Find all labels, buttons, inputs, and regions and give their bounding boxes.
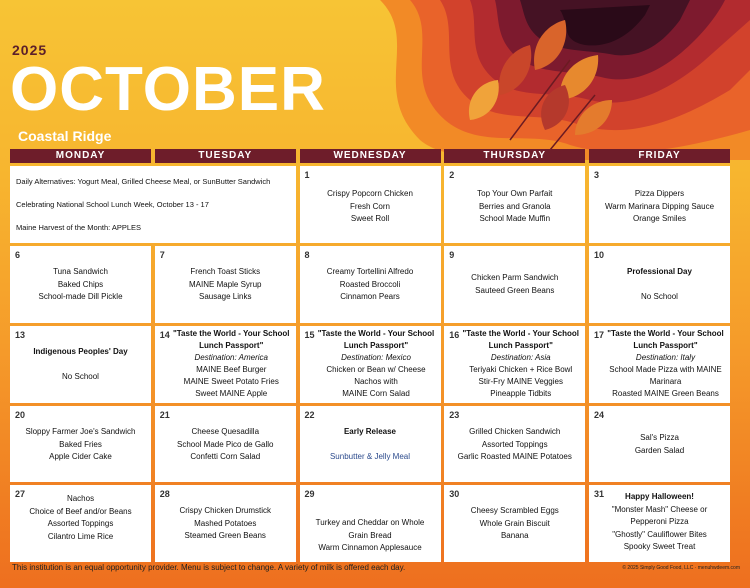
day-cell-30 (444, 485, 585, 562)
day-cell-24 (589, 406, 730, 482)
day-number: 28 (159, 489, 170, 499)
menu-item: Marinara (649, 377, 682, 386)
menu-item: Cilantro Lime Rice (47, 531, 114, 541)
menu-item: School Made Pizza with MAINE (609, 365, 722, 374)
weekday-header-monday: MONDAY (10, 149, 151, 163)
menu-item: Cheese Quesadilla (191, 427, 260, 436)
menu-item: Garden Salad (634, 445, 685, 455)
weekday-header-wednesday: WEDNESDAY (300, 149, 441, 163)
menu-item: Creamy Tortellini Alfredo (326, 267, 414, 276)
menu-item: MAINE Sweet Potato Fries (183, 377, 279, 386)
school-name: Coastal Ridge (18, 128, 112, 144)
menu-item: Sloppy Farmer Joe's Sandwich (25, 427, 136, 436)
event-note: Sunbutter & Jelly Meal (329, 451, 411, 461)
menu-item: Sweet Roll (350, 214, 390, 223)
menu-item: Chicken Parm Sandwich (471, 273, 559, 282)
menu-item: Roasted MAINE Green Beans (612, 389, 719, 398)
weekday-header-friday: FRIDAY (589, 149, 730, 163)
menu-item: Turkey and Cheddar on Whole (315, 518, 425, 527)
weekday-header-row (10, 149, 742, 163)
event-note: No School (641, 291, 678, 301)
day-cell-1 (300, 166, 441, 243)
menu-item: Teriyaki Chicken + Rice Bowl (469, 365, 573, 374)
menu-item: School Made Muffin (479, 214, 551, 223)
destination-label: Destination: Mexico (341, 353, 411, 362)
footer-disclaimer: This institution is an equal opportunity provider. Menu is subject to change. A variety of milk is offered each day. (12, 563, 406, 572)
menu-item: Nachos with (354, 377, 398, 386)
menu-item: Nachos (66, 494, 95, 503)
day-cell-6 (10, 246, 151, 323)
day-cell-7 (155, 246, 296, 323)
menu-item: Apple Cider Cake (49, 452, 112, 461)
day-cell-22 (300, 406, 441, 482)
calendar-grid (10, 149, 742, 562)
menu-item: French Toast Sticks (190, 267, 261, 276)
day-number: 8 (304, 250, 310, 260)
menu-item: Berries and Granola (478, 201, 551, 211)
day-number: 31 (594, 489, 605, 499)
menu-item: Grilled Chicken Sandwich (469, 427, 561, 436)
day-number: 29 (304, 489, 315, 499)
day-cell-3 (589, 166, 730, 243)
menu-item: Steamed Green Beans (184, 531, 266, 540)
day-cell-15 (300, 326, 441, 403)
menu-item: MAINE Maple Syrup (189, 279, 262, 289)
notes-cell (10, 166, 296, 243)
day-cell-14 (155, 326, 296, 403)
day-number: 9 (449, 250, 455, 260)
menu-item: Choice of Beef and/or Beans (29, 506, 132, 516)
menu-item: Cheesy Scrambled Eggs (470, 506, 559, 515)
menu-item: Whole Grain Biscuit (479, 518, 550, 528)
menu-item: Grain Bread (348, 530, 392, 540)
menu-item: Sal's Pizza (640, 433, 679, 442)
event-title: Professional Day (627, 267, 692, 276)
day-number: 1 (304, 170, 310, 180)
month-title: OCTOBER (10, 55, 326, 124)
passport-title: "Taste the World - Your School Lunch Passport" (607, 329, 724, 350)
year-label: 2025 (12, 42, 48, 58)
week-row-5 (10, 485, 742, 562)
day-number: 3 (594, 170, 600, 180)
menu-item: "Monster Mash" Cheese or (611, 504, 708, 514)
passport-title: "Taste the World - Your School Lunch Passport" (462, 329, 580, 350)
note-daily-alternatives: Daily Alternatives: Yogurt Meal, Grilled Cheese Meal, or SunButter Sandwich (16, 177, 271, 186)
day-cell-8 (300, 246, 441, 323)
day-number: 27 (15, 489, 26, 499)
day-cell-28 (155, 485, 296, 562)
passport-title: "Taste the World - Your School Lunch Passport" (317, 329, 435, 350)
menu-item: School-made Dill Pickle (38, 292, 123, 301)
day-number: 2 (449, 170, 455, 180)
menu-item: Top Your Own Parfait (477, 189, 553, 198)
day-number: 24 (594, 410, 605, 420)
note-lunch-week: Celebrating National School Lunch Week, October 13 - 17 (16, 200, 209, 209)
day-number: 22 (304, 410, 315, 420)
day-cell-20 (10, 406, 151, 482)
menu-item: Roasted Broccoli (339, 279, 401, 289)
passport-title: "Taste the World - Your School Lunch Passport" (172, 329, 290, 350)
week-row-3 (10, 326, 742, 403)
menu-item: Pizza Dippers (634, 189, 685, 198)
day-cell-9 (444, 246, 585, 323)
menu-item: MAINE Beef Burger (196, 365, 267, 374)
day-cell-2 (444, 166, 585, 243)
day-number: 16 (449, 330, 460, 340)
menu-item: Stir-Fry MAINE Veggies (478, 377, 563, 386)
week-row-4 (10, 406, 742, 482)
destination-label: Destination: America (194, 353, 268, 362)
autumn-leaves-art (360, 0, 750, 160)
day-cell-31 (589, 485, 730, 562)
menu-item: Baked Fries (59, 439, 102, 449)
day-number: 21 (159, 410, 170, 420)
day-cell-23 (444, 406, 585, 482)
day-number: 6 (15, 250, 21, 260)
day-cell-13 (10, 326, 151, 403)
menu-item: Fresh Corn (349, 201, 390, 211)
menu-item: Orange Smiles (633, 214, 686, 223)
menu-item: Pepperoni Pizza (630, 517, 689, 526)
menu-item: Crispy Popcorn Chicken (327, 189, 413, 198)
menu-item: Banana (500, 531, 529, 540)
menu-item: Assorted Toppings (47, 519, 114, 528)
weekday-header-tuesday: TUESDAY (155, 149, 296, 163)
day-cell-29 (300, 485, 441, 562)
menu-item: Sausage Links (199, 292, 252, 301)
day-number: 14 (159, 330, 170, 340)
menu-item: Garlic Roasted MAINE Potatoes (457, 452, 572, 461)
day-cell-17 (589, 326, 730, 403)
menu-item: Crispy Chicken Drumstick (179, 506, 272, 515)
menu-item: Confetti Corn Salad (190, 452, 261, 461)
week-row-1 (10, 166, 742, 243)
day-cell-16 (444, 326, 585, 403)
menu-item: Pineapple Tidbits (490, 389, 552, 398)
event-title: Happy Halloween! (625, 492, 694, 501)
week-row-2 (10, 246, 742, 323)
day-cell-21 (155, 406, 296, 482)
menu-item: "Ghostly" Cauliflower Bites (612, 529, 707, 539)
note-harvest: Maine Harvest of the Month: APPLES (16, 223, 142, 232)
event-title: Indigenous Peoples' Day (33, 347, 128, 356)
day-number: 10 (594, 250, 605, 260)
day-number: 7 (159, 250, 165, 260)
day-cell-10 (589, 246, 730, 323)
day-number: 23 (449, 410, 460, 420)
day-number: 30 (449, 489, 460, 499)
menu-item: Warm Marinara Dipping Sauce (604, 201, 715, 211)
menu-item: Assorted Toppings (481, 439, 548, 449)
menu-item: Chicken or Bean w/ Cheese (326, 365, 426, 374)
menu-item: Baked Chips (57, 279, 104, 289)
menu-item: Sauteed Green Beans (475, 285, 555, 295)
menu-item: Tuna Sandwich (53, 267, 108, 276)
day-number: 15 (304, 330, 315, 340)
menu-item: MAINE Corn Salad (342, 389, 410, 398)
menu-item: Mashed Potatoes (194, 518, 257, 528)
menu-item: Spooky Sweet Treat (623, 542, 696, 551)
footer-credit: © 2025 Simply Good Food, LLC · menuhwdeem.com (622, 565, 740, 571)
event-title: Early Release (343, 427, 397, 436)
menu-item: Sweet MAINE Apple (195, 389, 268, 398)
day-number: 20 (15, 410, 26, 420)
destination-label: Destination: Italy (635, 353, 696, 362)
menu-item: Cinnamon Pears (340, 292, 400, 301)
event-note: No School (62, 371, 99, 381)
day-number: 17 (594, 330, 605, 340)
weekday-header-thursday: THURSDAY (444, 149, 585, 163)
destination-label: Destination: Asia (490, 353, 551, 362)
day-cell-27 (10, 485, 151, 562)
menu-item: Warm Cinnamon Applesauce (318, 543, 422, 552)
menu-item: School Made Pico de Gallo (177, 439, 274, 449)
day-number: 13 (15, 330, 26, 340)
